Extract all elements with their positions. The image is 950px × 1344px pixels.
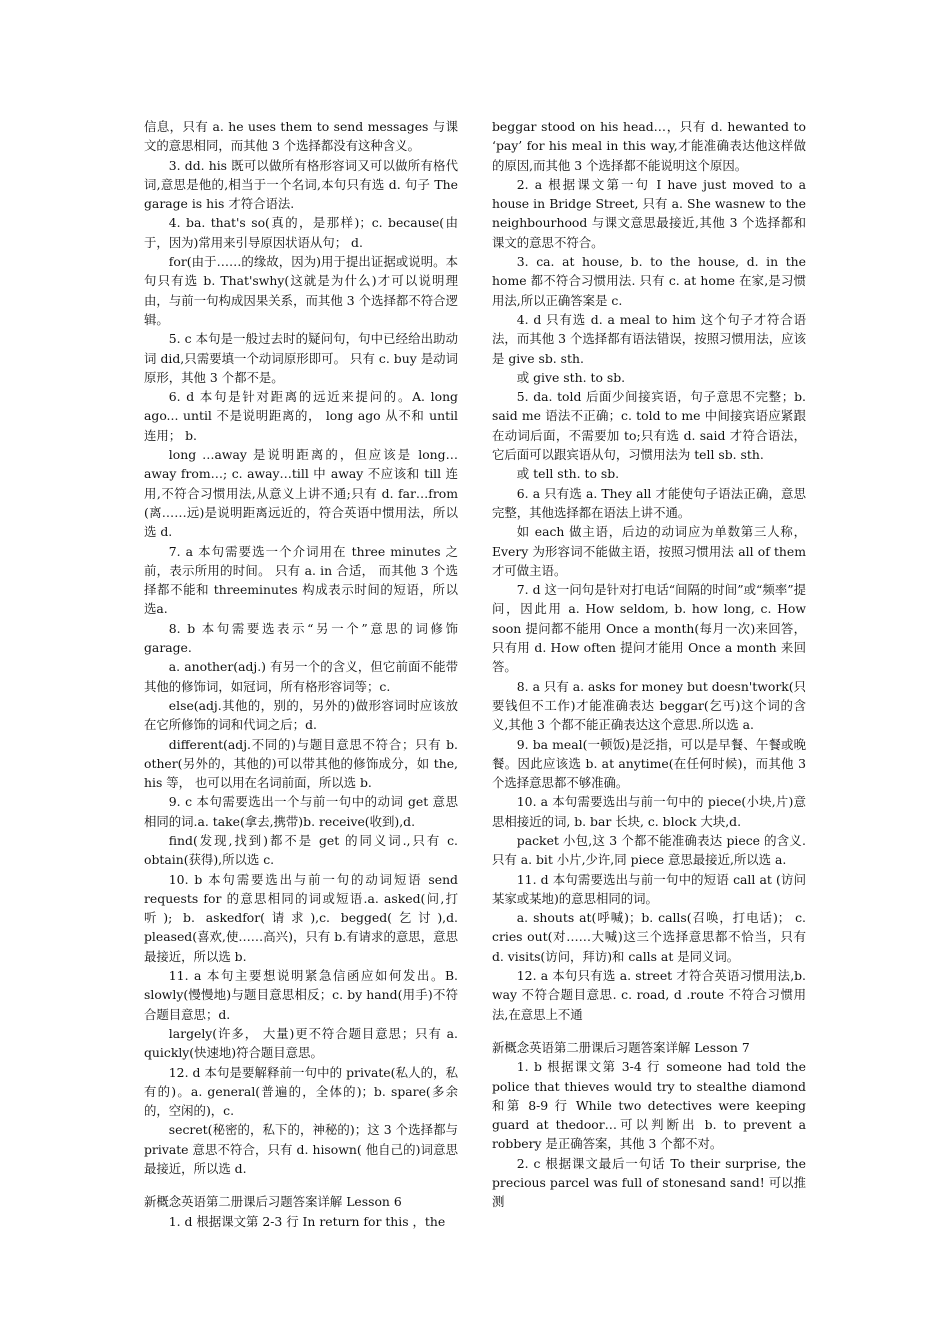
answer-paragraph: 10. a 本句需要选出与前一句中的 piece(小块,片)意思相接近的词, b. bar 长块, c. block 大块,d. bbox=[492, 794, 806, 829]
answer-paragraph: beggar stood on his head…，只有 d. hewanted to ‘pay’ for his meal in this way,才能准确表达他这样做的原因,而其他 3 个选择都不能说明这个原因。 bbox=[492, 119, 806, 173]
answer-paragraph: 或 tell sth. to sb. bbox=[516, 466, 620, 482]
answer-paragraph: 11. d 本句需要选出与前一句中的短语 call at (访问某家或某地)的意思相同的词。 bbox=[492, 871, 806, 906]
answer-paragraph: 7. a 本句需要选一个介词用在 three minutes 之前，表示所用的时间。 只有 a. in 合适， 而其他 3 个选择都不能和 threeminutes 构成表示时间的短语，所以选a. bbox=[144, 543, 458, 617]
answer-paragraph: 或 give sth. to sb. bbox=[516, 369, 626, 385]
answer-paragraph: 信息，只有 a. he uses them to send messages 与课文的意思相同，而其他 3 个选择都没有这种含义。 bbox=[144, 119, 458, 154]
answer-paragraph: 3. ca. at house, b. to the house, d. in the home 都不符合习惯用法. 只有 c. at home 在家,是习惯用法,所以正确答案是 c. bbox=[492, 254, 806, 308]
answer-paragraph: 7. d 这一问句是针对打电话“间隔的时间”或“频率”提问，因此用 a. How seldom, b. how long, c. How soon 提问都不能用 Once a month(每月一次)来回答，只有用 d. How often 提问才能用 Once a month 来回答。 bbox=[492, 582, 806, 675]
answer-paragraph: different(adj.不同的)与题目意思不符合；只有 b. other(另外的，其他的)可以带其他的修饰成分，如 the, his 等， 也可以用在名词前面，所以选 b. bbox=[144, 736, 458, 791]
answer-paragraph: for(由于……的缘故，因为)用于提出证据或说明。本句只有选 b. That'swhy(这就是为什么)才可以说明理由，与前一句构成因果关系，而其他 3 个选择都不符合逻辑。 bbox=[144, 254, 458, 327]
answer-paragraph: 8. b 本句需要选表示“另一个”意思的词修饰 garage. bbox=[144, 620, 458, 656]
answer-paragraph: 2. c 根据课文最后一句话 To their surprise, the precious parcel was full of stonesand sand! 可以推测 bbox=[492, 1155, 806, 1210]
answer-paragraph: 6. a 只有选 a. They all 才能使句子语法正确，意思完整，其他选择都在语法上讲不通。 bbox=[492, 485, 806, 520]
answer-paragraph: 1. d 根据课文第 2-3 行 In return for this ，the bbox=[168, 1213, 446, 1229]
answer-paragraph: find(发现,找到)都不是 get 的同义词.,只有 c. obtain(获得),所以选 c. bbox=[144, 832, 458, 868]
answer-paragraph: a. shouts at(呼喊)；b. calls(召唤，打电话)； c. cries out(对……大喊)这三个选择意思都不恰当，只有 d. visits(访问，拜访)和 calls at 是同义词。 bbox=[492, 910, 806, 964]
answer-paragraph: long …away 是说明距离的，但应该是 long…away from…; c. away…till 中 away 不应该和 till 连用,不符合习惯用法,从意义上讲不通;只有 d. far…from (离……远)是说明距离远近的，符合英语中惯用法，所以选 d. bbox=[144, 447, 458, 540]
answer-paragraph: packet 小包,这 3 个都不能准确表达 piece 的含义.只有 a. bit 小片,少许,同 piece 意思最接近,所以选 a. bbox=[492, 832, 806, 868]
answer-paragraph: 4. ba. that's so(真的，是那样)；c. because(由于，因为)常用来引导原因状语从句； d. bbox=[144, 215, 458, 250]
answer-paragraph: 2. a 根据课文第一句 I have just moved to a house in Bridge Street, 只有 a. She wasnew to the neighbourhood 与课文意思最接近,其他 3 个选择都和课文的意思不符合。 bbox=[492, 176, 806, 250]
answer-paragraph: largely(许多， 大量)更不符合题目意思；只有 a. quickly(快速地)符合题目意思。 bbox=[144, 1025, 458, 1061]
answer-paragraph: else(adj.其他的，别的，另外的)做形容词时应该放在它所修饰的词和代词之后；d. bbox=[144, 697, 458, 733]
answer-paragraph: 5. c 本句是一般过去时的疑问句，句中已经给出助动词 did,只需要填一个动词原形即可。 只有 c. buy 是动词原形，其他 3 个都不是。 bbox=[144, 331, 458, 385]
answer-paragraph: 9. ba meal(一顿饭)是泛指，可以是早餐、午餐或晚餐。因此应该选 b. at anytime(在任何时候)，而其他 3 个选择意思都不够准确。 bbox=[492, 736, 806, 791]
section-title: 新概念英语第二册课后习题答案详解 Lesson 6 bbox=[144, 1194, 402, 1210]
answer-paragraph: 6. d 本句是针对距离的远近来提问的。A. long ago... until 不是说明距离的， long ago 从不和 until 连用； b. bbox=[144, 389, 458, 443]
right-column bbox=[492, 117, 806, 1212]
answer-paragraph: 1. b 根据课文第 3-4 行 someone had told the police that thieves would try to stealthe diamond 和第 8-9 行 While two detectives were keeping guard at thedoor…可以判断出 b. to prevent a robbery 是正确答案，其他 3 个都不对。 bbox=[492, 1059, 806, 1152]
answer-paragraph: 11. a 本句主要想说明紧急信函应如何发出。B. slowly(慢慢地)与题目意思相反；c. by hand(用手)不符合题目意思；d. bbox=[144, 968, 458, 1022]
answer-paragraph: 5. da. told 后面少间接宾语，句子意思不完整；b. said me 语法不正确；c. told to me 中间接宾语应紧跟在动词后面，不需要加 to;只有选 d. said 才符合语法，它后面可以跟宾语从句，习惯用法为 tell sb. sth. bbox=[492, 389, 806, 463]
answer-paragraph: 8. a 只有 a. asks for money but doesn'twork(只要钱但不工作)才能准确表达 beggar(乞丐)这个词的含义,其他 3 个都不能正确表达这个意思.所以选 a. bbox=[492, 678, 806, 733]
left-column bbox=[144, 117, 458, 1231]
answer-paragraph: 9. c 本句需要选出一个与前一句中的动词 get 意思相同的词.a. take(拿去,携带)b. receive(收到),d. bbox=[144, 794, 458, 829]
answer-paragraph: 3. dd. his 既可以做所有格形容词又可以做所有格代词,意思是他的,相当于一个名词,本句只有选 d. 句子 The garage is his 才符合语法. bbox=[144, 157, 458, 212]
answer-paragraph: 4. d 只有选 d. a meal to him 这个句子才符合语法，而其他 3 个选择都有语法错误，按照习惯用法，应该是 give sb. sth. bbox=[492, 311, 806, 366]
answer-paragraph: secret(秘密的，私下的，神秘的)；这 3 个选择都与 private 意思不符合，只有 d. hisown( 他自己的)词意思最接近，所以选 d. bbox=[144, 1122, 458, 1177]
answer-paragraph: a. another(adj.) 有另一个的含义，但它前面不能带其他的修饰词，如冠词，所有格形容词等；c. bbox=[144, 659, 458, 694]
section-title: 新概念英语第二册课后习题答案详解 Lesson 7 bbox=[492, 1039, 750, 1055]
answer-paragraph: 10. b 本句需要选出与前一句的动词短语 send requests for 的意思相同的词或短语.a. asked(问,打听); b. askedfor(请求),c. begged(乞讨),d. pleased(喜欢,使……高兴)，只有 b.有请求的意思，意思最接近，所以选 b. bbox=[144, 871, 458, 964]
answer-paragraph: 如 each 做主语，后边的动词应为单数第三人称，Every 为形容词不能做主语，按照习惯用法 all of them 才可做主语。 bbox=[492, 524, 806, 578]
answer-paragraph: 12. d 本句是要解释前一句中的 private(私人的，私有的)。a. general(普遍的，全体的)；b. spare(多余的，空闲的)，c. bbox=[144, 1064, 458, 1119]
answer-paragraph: 12. a 本句只有选 a. street 才符合英语习惯用法,b. way 不符合题目意思. c. road, d .route 不符合习惯用法,在意思上不通 bbox=[492, 968, 806, 1022]
